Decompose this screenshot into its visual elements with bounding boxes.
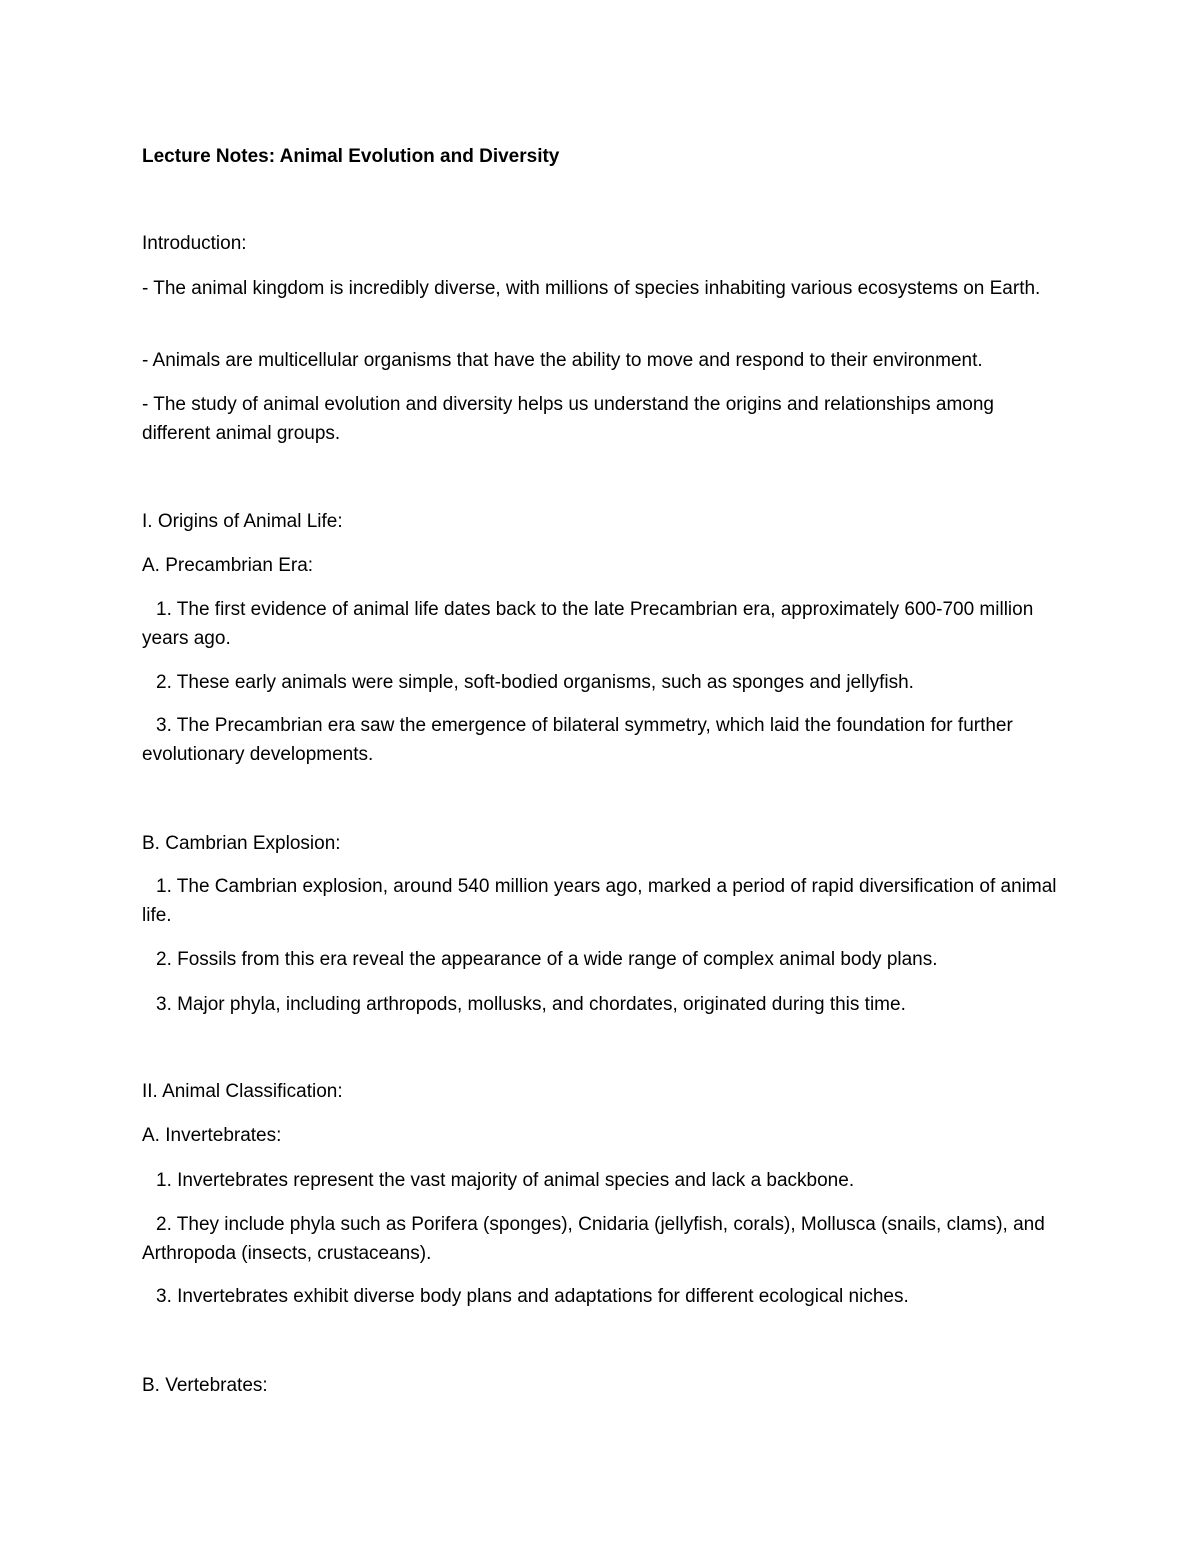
section-2a-heading: A. Invertebrates: (142, 1125, 282, 1146)
section-2a-item-2: 2. They include phyla such as Porifera (sponges), Cnidaria (jellyfish, corals), Mollusca (snails, clams), and Arthropoda (insects, crustaceans). (142, 1214, 1045, 1264)
section-2a-item-3: 3. Invertebrates exhibit diverse body plans and adaptations for different ecological niches. (156, 1286, 909, 1307)
intro-bullet-2: - Animals are multicellular organisms that have the ability to move and respond to their environment. (142, 350, 983, 371)
document-title: Lecture Notes: Animal Evolution and Diversity (142, 146, 560, 167)
section-1b-heading: B. Cambrian Explosion: (142, 833, 341, 854)
section-1-heading: I. Origins of Animal Life: (142, 511, 343, 532)
section-1b-item-1: 1. The Cambrian explosion, around 540 million years ago, marked a period of rapid diversification of animal life. (142, 876, 1057, 926)
section-1b-item-2: 2. Fossils from this era reveal the appearance of a wide range of complex animal body plans. (156, 949, 938, 970)
section-1a-item-2: 2. These early animals were simple, soft-bodied organisms, such as sponges and jellyfish. (156, 672, 914, 693)
intro-bullet-3: - The study of animal evolution and diversity helps us understand the origins and relationships among different animal groups. (142, 394, 994, 444)
section-1a-heading: A. Precambrian Era: (142, 555, 314, 576)
intro-bullet-1: - The animal kingdom is incredibly diverse, with millions of species inhabiting various ecosystems on Earth. (142, 278, 1041, 299)
section-1a-item-3: 3. The Precambrian era saw the emergence of bilateral symmetry, which laid the foundation for further evolutionary developments. (142, 715, 1013, 765)
intro-heading: Introduction: (142, 233, 247, 254)
section-1a-item-1: 1. The first evidence of animal life dates back to the late Precambrian era, approximately 600-700 million years ago. (142, 599, 1034, 649)
section-2-heading: II. Animal Classification: (142, 1081, 343, 1102)
section-2b-heading: B. Vertebrates: (142, 1375, 268, 1396)
section-1b-item-3: 3. Major phyla, including arthropods, mollusks, and chordates, originated during this time. (156, 994, 906, 1015)
section-2a-item-1: 1. Invertebrates represent the vast majority of animal species and lack a backbone. (156, 1170, 855, 1191)
